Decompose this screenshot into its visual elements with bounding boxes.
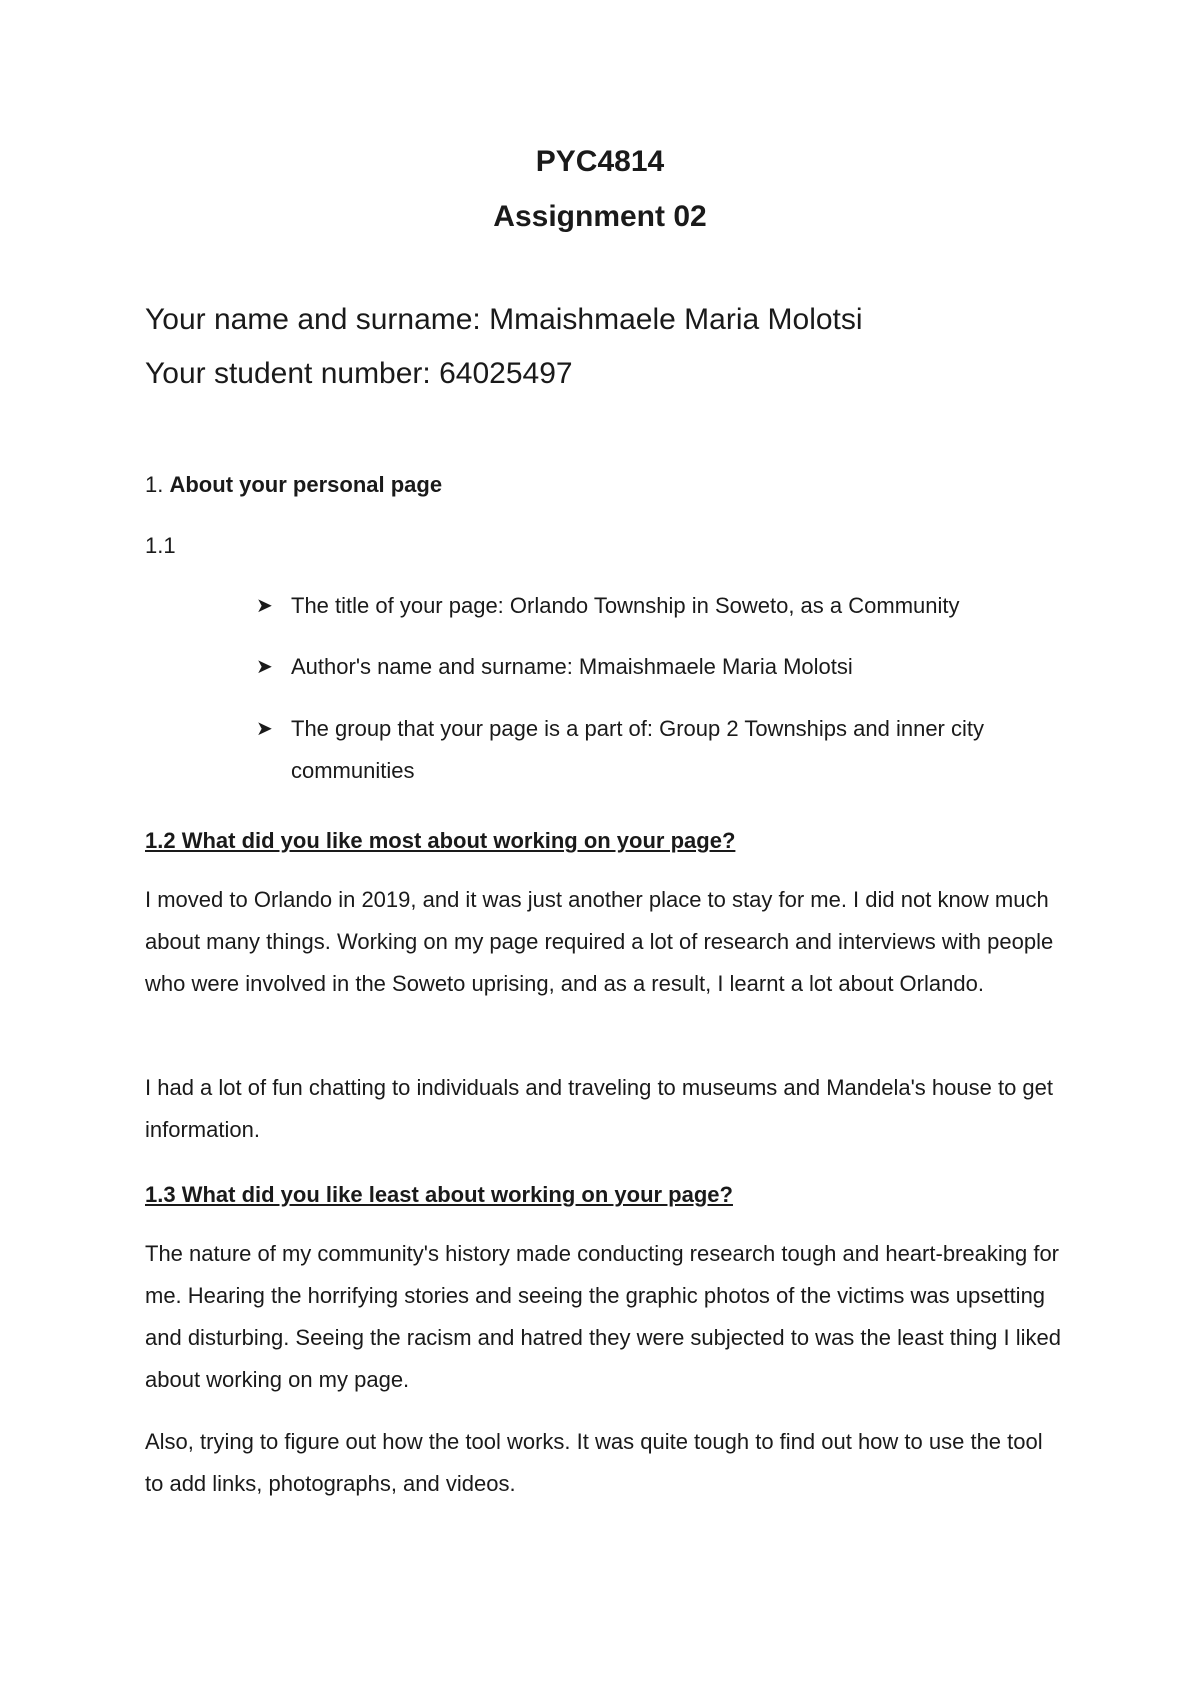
arrowhead-bullet-icon: ➤ — [256, 656, 273, 678]
arrowhead-bullet-icon: ➤ — [256, 595, 273, 617]
bullet-item-author: Author's name and surname: Mmaishmaele Maria Molotsi — [291, 654, 853, 679]
bullet-item-page-title: The title of your page: Orlando Township in Soweto, as a Community — [291, 593, 960, 618]
section-1-title: About your personal page — [169, 472, 443, 497]
section-1-heading — [145, 472, 442, 498]
question-1-2-paragraph-1: I moved to Orlando in 2019, and it was just another place to stay for me. I did not know much about many things. Working on my page required a lot of research and interviews with people who were involved in the Soweto uprising, and as a result, I learnt a lot about Orlando. — [145, 887, 1054, 996]
subsection-1-1-number: 1.1 — [145, 533, 176, 558]
student-number-line: Your student number: 64025497 — [145, 357, 573, 390]
question-1-3-heading: 1.3 What did you like least about working on your page? — [145, 1182, 733, 1207]
student-name-line: Your name and surname: Mmaishmaele Maria Molotsi — [145, 303, 863, 336]
question-1-2-heading: 1.2 What did you like most about working on your page? — [145, 828, 736, 853]
question-1-2-paragraph-2: I had a lot of fun chatting to individuals and traveling to museums and Mandela's house to get information. — [145, 1075, 1053, 1142]
question-1-3-paragraph-2: Also, trying to figure out how the tool works. It was quite tough to find out how to use the tool to add links, photographs, and videos. — [145, 1429, 1043, 1496]
section-1-number: 1. — [145, 472, 164, 497]
course-code: PYC4814 — [535, 145, 665, 178]
arrowhead-bullet-icon: ➤ — [256, 718, 273, 740]
bullet-item-group: The group that your page is a part of: Group 2 Townships and inner city communities — [291, 716, 984, 783]
assignment-title: Assignment 02 — [493, 200, 707, 233]
question-1-3-paragraph-1: The nature of my community's history made conducting research tough and heart-breaking for me. Hearing the horrifying stories and seeing the graphic photos of the victims was upsetting and disturbing. Seeing the racism and hatred they were subjected to was the least thing I liked about working on my page. — [145, 1241, 1061, 1392]
